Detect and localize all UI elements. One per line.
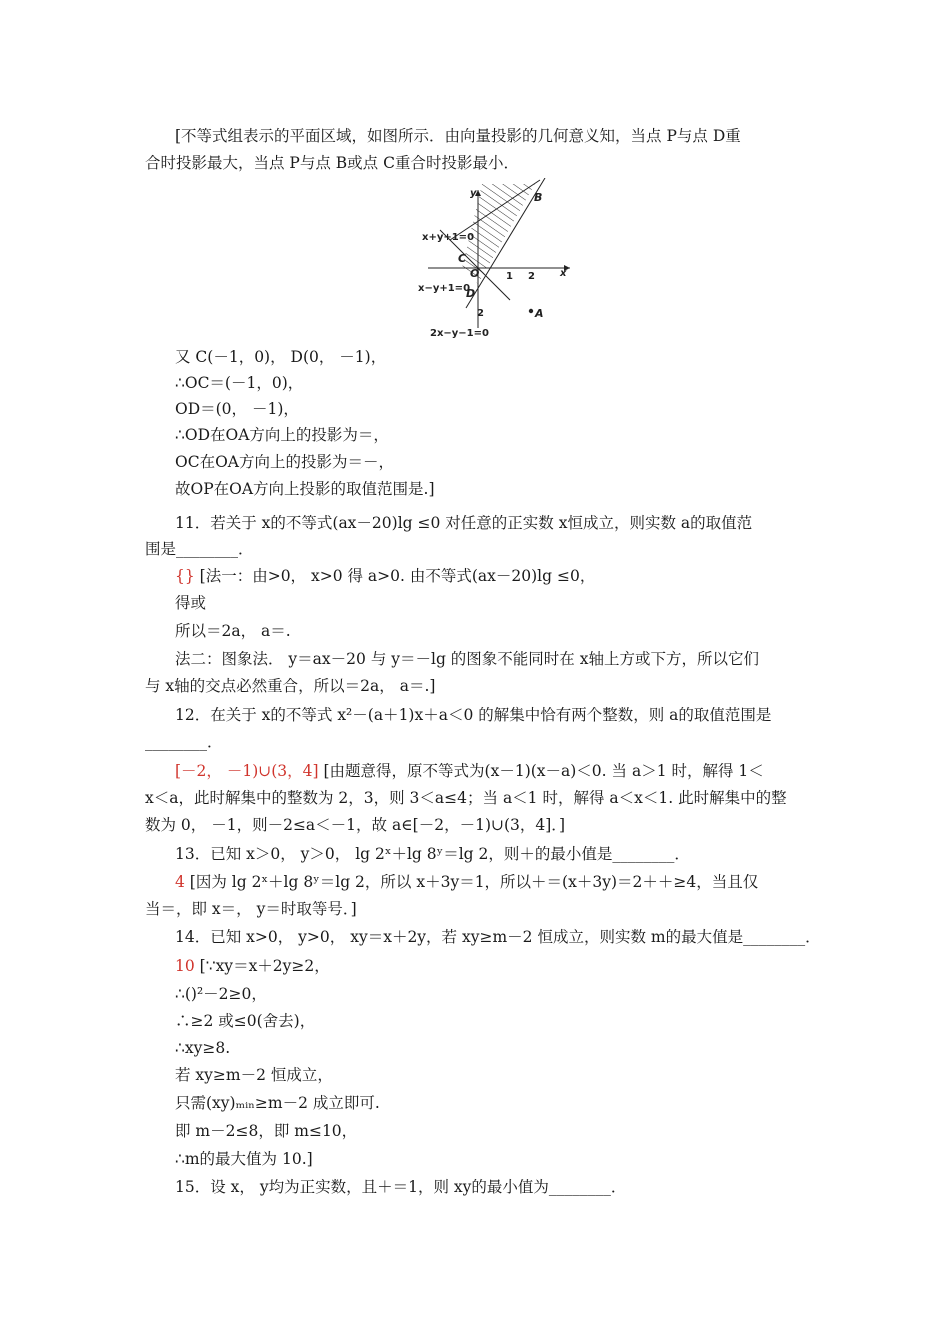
question-13: 13．已知 x＞0， y＞0， lg 2ˣ＋lg 8ʸ＝lg 2，则＋的最小值是________． xyxy=(175,845,690,863)
text-line: OD＝(0， －1)， xyxy=(175,400,299,418)
tick-neg2: 2 xyxy=(477,308,484,319)
point-a-label: A xyxy=(535,307,544,320)
text-line: ∴OD在OA方向上的投影为＝， xyxy=(175,426,389,444)
answer-explanation: [由题意得，原不等式为(x－1)(x－a)＜0. 当 a＞1 时，解得 1＜ xyxy=(318,762,764,780)
text-line: 当＝，即 x＝， y＝时取等号．] xyxy=(145,900,357,918)
question-12: 12．在关于 x的不等式 x²－(a＋1)x＋a＜0 的解集中恰有两个整数，则 a的取值范围是 xyxy=(175,706,772,724)
answer-value: {} xyxy=(175,567,195,585)
text-line: ∴()²－2≥0， xyxy=(175,985,267,1003)
text-line: 又 C(－1，0)， D(0， －1)， xyxy=(175,348,387,366)
point-b-label: B xyxy=(534,191,543,204)
text-line: 若 xy≥m－2 恒成立， xyxy=(175,1066,333,1084)
tick-1: 1 xyxy=(506,271,513,282)
text-line: x＜a，此时解集中的整数为 2，3，则 3＜a≤4；当 a＜1 时，解得 a＜x＜1. 此时解集中的整 xyxy=(145,789,787,807)
point-a-dot xyxy=(529,309,533,313)
region-figure xyxy=(410,178,580,343)
text-line: 围是________． xyxy=(145,540,254,558)
point-c-label: C xyxy=(458,252,467,265)
text-line: 故OP在OA方向上投影的取值范围是.] xyxy=(175,480,435,498)
question-14: 14．已知 x>0， y>0， xy＝x＋2y，若 xy≥m－2 恒成立，则实数 m的最大值是________． xyxy=(175,928,821,946)
answer-14 xyxy=(175,955,835,977)
text-line: ∴m的最大值为 10.] xyxy=(175,1150,313,1168)
answer-value: [－2， －1)∪(3，4] xyxy=(175,762,319,780)
point-d-label: D xyxy=(466,287,476,300)
y-axis-label: y xyxy=(470,188,477,199)
text-line: 即 m－2≤8，即 m≤10， xyxy=(175,1122,358,1140)
text-line: ∴xy≥8. xyxy=(175,1039,231,1057)
eq-x-minus-y: x−y+1=0 xyxy=(418,283,471,294)
question-15: 15．设 x， y均为正实数，且＋＝1，则 xy的最小值为________． xyxy=(175,1178,627,1196)
tick-2: 2 xyxy=(528,271,535,282)
text-line: ________． xyxy=(145,733,223,751)
answer-13 xyxy=(175,871,835,893)
text-line: 法二：图象法． y＝ax－20 与 y＝－lg 的图象不能同时在 x轴上方或下方，所以它们 xyxy=(175,650,759,668)
text-line: 与 x轴的交点必然重合，所以＝2a， a＝.] xyxy=(145,677,436,695)
text-line: 只需(xy)ₘᵢₙ≥m－2 成立即可. xyxy=(175,1094,380,1112)
text-line: ∴≥2 或≤0(舍去)， xyxy=(175,1012,316,1030)
answer-value: 10 xyxy=(175,957,195,975)
eq-2x-y: 2x−y−1=0 xyxy=(430,328,489,339)
origin-label: O xyxy=(470,267,480,280)
answer-value: 4 xyxy=(175,873,185,891)
answer-explanation: [因为 lg 2ˣ＋lg 8ʸ＝lg 2，所以 x＋3y＝1，所以＋＝(x＋3y)＝2＋＋≥4，当且仅 xyxy=(184,873,759,891)
text-line: OC在OA方向上的投影为＝－， xyxy=(175,453,394,471)
answer-explanation: [法一：由>0， x>0 得 a>0. 由不等式(ax－20)lg ≤0， xyxy=(194,567,596,585)
text-line: ∴OC＝(－1，0)， xyxy=(175,374,304,392)
question-11: 11．若关于 x的不等式(ax－20)lg ≤0 对任意的正实数 x恒成立，则实数 a的取值范 xyxy=(175,514,753,532)
text-line: [不等式组表示的平面区域，如图所示．由向量投影的几何意义知，当点 P与点 D重 xyxy=(175,127,741,145)
eq-x-plus-y: x+y+1=0 xyxy=(422,232,475,243)
text-line: 得或 xyxy=(175,594,207,612)
answer-12 xyxy=(175,760,835,782)
text-line: 合时投影最大，当点 P与点 B或点 C重合时投影最小． xyxy=(145,154,519,172)
answer-11 xyxy=(175,565,835,587)
x-axis-label: x xyxy=(560,268,567,279)
text-line: 所以＝2a， a＝. xyxy=(175,622,291,640)
text-line: 数为 0， －1，则－2≤a＜－1，故 a∈[－2，－1)∪(3，4]．] xyxy=(145,816,566,834)
answer-explanation: [∵xy＝x＋2y≥2， xyxy=(194,957,330,975)
